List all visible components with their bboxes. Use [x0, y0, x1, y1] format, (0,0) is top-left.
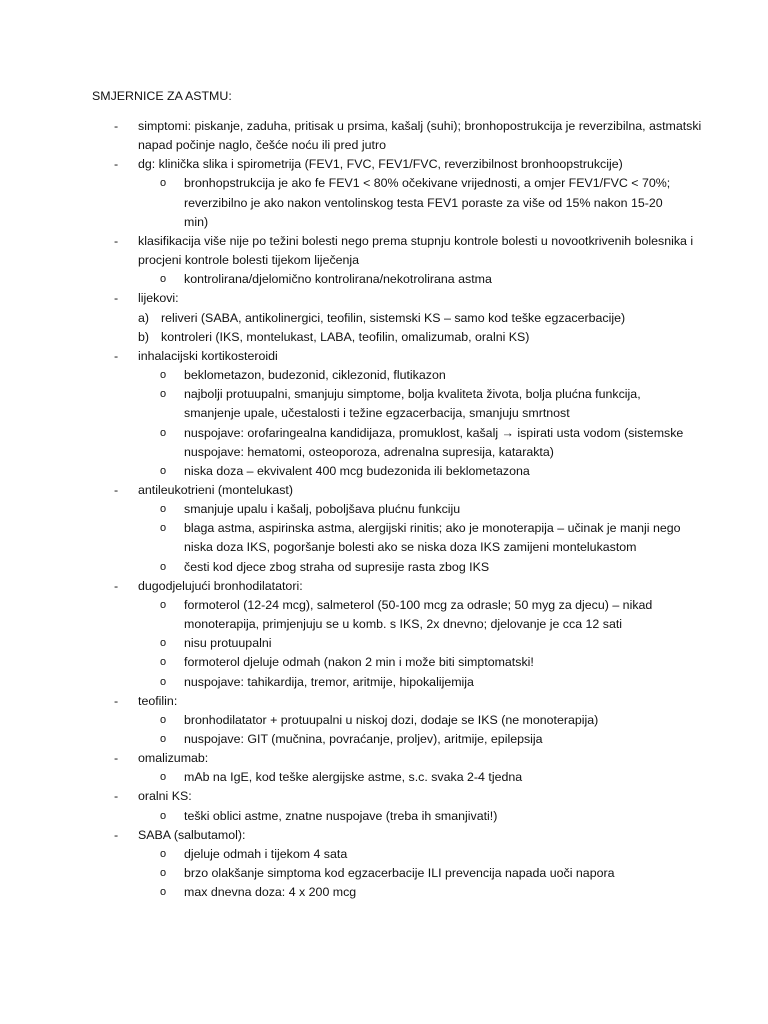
item-text: bronhodilatator + protuupalni u niskoj dozi, dodaje se IKS (ne monoterapija): [184, 712, 599, 727]
item-text: kontroleri (IKS, montelukast, LABA, teofilin, omalizumab, oralni KS): [161, 329, 530, 344]
list-item: [0, 787, 768, 806]
document-title: SMJERNICE ZA ASTMU:: [92, 89, 232, 103]
list-item: [0, 155, 768, 174]
item-text: oralni KS:: [138, 789, 192, 804]
sub-list-item: [0, 768, 768, 787]
item-text: omalizumab:: [138, 751, 209, 766]
item-text: teški oblici astme, znatne nuspojave (treba ih smanjivati!): [184, 808, 498, 823]
circle-bullet-icon: o: [160, 886, 167, 899]
list-item: [0, 749, 768, 768]
item-text: nisu protuupalni: [184, 636, 272, 651]
dash-bullet-icon: -: [114, 751, 119, 766]
letter-marker: a): [138, 310, 150, 325]
circle-bullet-icon: o: [160, 503, 167, 516]
sub-list-item: [0, 385, 768, 423]
sub-list-item: [0, 519, 768, 557]
sub-list-item: [0, 366, 768, 385]
item-text: klasifikacija više nije po težini bolesti nego prema stupnju kontrole bolesti u novootkrivenih bolesnika i procjeni kontrole bolesti tijekom liječenja: [138, 233, 694, 268]
sub-list-item: [0, 845, 768, 864]
item-text: reliveri (SABA, antikolinergici, teofilin, sistemski KS – samo kod teške egzacerbacije): [161, 310, 626, 325]
sub-list-item: [0, 174, 768, 231]
letter-marker: b): [138, 329, 150, 344]
circle-bullet-icon: o: [160, 464, 167, 477]
list-item: [0, 117, 768, 155]
item-text: lijekovi:: [138, 291, 179, 306]
item-text: bronhopstrukcija je ako fe FEV1 < 80% očekivane vrijednosti, a omjer FEV1/FVC < 70%; reverzibilno je ako nakon ventolinskog testa FEV1 poraste za više od 15% nakon 15-20 min): [184, 176, 671, 229]
list-item: [0, 826, 768, 845]
dash-bullet-icon: -: [114, 789, 119, 804]
item-text: SABA (salbutamol):: [138, 827, 246, 842]
circle-bullet-icon: o: [160, 369, 167, 382]
list-item: [0, 347, 768, 366]
item-text: dugodjelujući bronhodilatatori:: [138, 578, 303, 593]
item-text: česti kod djece zbog straha od supresije rasta zbog IKS: [184, 559, 490, 574]
circle-bullet-icon: o: [160, 656, 167, 669]
sub-list-item: [0, 596, 768, 634]
item-text: formoterol (12-24 mcg), salmeterol (50-100 mcg za odrasle; 50 myg za djecu) – nikad monoterapija, primjenjuju se u komb. s IKS, 2x dnevno; djelovanje je cca 12 sati: [184, 597, 653, 632]
dash-bullet-icon: -: [114, 482, 119, 497]
circle-bullet-icon: o: [160, 867, 167, 880]
sub-list-item: [0, 807, 768, 826]
sub-list-item: [0, 270, 768, 289]
circle-bullet-icon: o: [160, 675, 167, 688]
dash-bullet-icon: -: [114, 157, 119, 172]
sub-list-item: [0, 711, 768, 730]
item-text: brzo olakšanje simptoma kod egzacerbacije ILI prevencija napada uoči napora: [184, 866, 615, 881]
list-item: [0, 289, 768, 308]
sub-list-item: [0, 500, 768, 519]
item-text: inhalacijski kortikosteroidi: [138, 348, 278, 363]
circle-bullet-icon: o: [160, 713, 167, 726]
circle-bullet-icon: o: [160, 771, 167, 784]
item-text: kontrolirana/djelomično kontrolirana/nekotrolirana astma: [184, 272, 492, 287]
dash-bullet-icon: -: [114, 348, 119, 363]
dash-bullet-icon: -: [114, 578, 119, 593]
circle-bullet-icon: o: [160, 273, 167, 286]
item-text: antileukotrieni (montelukast): [138, 482, 293, 497]
circle-bullet-icon: o: [160, 733, 167, 745]
item-text: formoterol djeluje odmah (nakon 2 min i može biti simptomatski!: [184, 655, 534, 670]
sub-list-item: [0, 634, 768, 653]
sub-list-item: [0, 462, 768, 481]
circle-bullet-icon: o: [160, 598, 167, 611]
item-text: teofilin:: [138, 693, 178, 708]
item-text: smanjuje upalu i kašalj, poboljšava plućnu funkciju: [184, 502, 461, 517]
lettered-list-item: [0, 328, 768, 347]
dash-bullet-icon: -: [114, 119, 119, 133]
circle-bullet-icon: o: [160, 522, 167, 535]
item-text: max dnevna doza: 4 x 200 mcg: [184, 885, 357, 900]
item-text: mAb na IgE, kod teške alergijske astme, s.c. svaka 2-4 tjedna: [184, 770, 523, 785]
sub-list-item: [0, 883, 768, 902]
list-item: [0, 481, 768, 500]
item-text: najbolji protuupalni, smanjuju simptome, bolja kvaliteta života, bolja plućna funkcija, smanjenje upale, učestalosti i težine egzacerbacija, smanjuju smrtnost: [184, 387, 641, 421]
sub-list-item: [0, 653, 768, 672]
dash-bullet-icon: -: [114, 693, 119, 708]
circle-bullet-icon: o: [160, 177, 167, 190]
item-text: beklometazon, budezonid, ciklezonid, flutikazon: [184, 368, 446, 383]
item-text: nuspojave: GIT (mučnina, povraćanje, proljev), aritmije, epilepsija: [184, 732, 543, 746]
sub-list-item: [0, 558, 768, 577]
list-item: [0, 692, 768, 711]
item-text: simptomi: piskanje, zaduha, pritisak u prsima, kašalj (suhi); bronhopostrukcija je reverzibilna, astmatski napad počinje naglo, češće noću ili pred jutro: [138, 119, 702, 153]
dash-bullet-icon: -: [114, 291, 119, 306]
item-text: niska doza – ekvivalent 400 mcg budezonida ili beklometazona: [184, 463, 530, 478]
circle-bullet-icon: o: [160, 809, 167, 822]
circle-bullet-icon: o: [160, 637, 167, 650]
item-text: blaga astma, aspirinska astma, alergijski rinitis; ako je monoterapija – učinak je manji nego niska doza IKS, pogoršanje bolesti ako se niska doza IKS zamijeni montelukastom: [184, 521, 681, 555]
circle-bullet-icon: o: [160, 847, 167, 860]
lettered-list-item: [0, 309, 768, 328]
circle-bullet-icon: o: [160, 426, 167, 439]
sub-list-item: [0, 424, 768, 462]
dash-bullet-icon: -: [114, 233, 119, 248]
sub-list-item: [0, 730, 768, 749]
circle-bullet-icon: o: [160, 388, 167, 401]
item-text: nuspojave: orofaringealna kandidijaza, promuklost, kašalj → ispirati usta vodom (sistemske nuspojave: hematomi, osteoporoza, adrenalna supresija, katarakta): [184, 425, 684, 459]
sub-list-item: [0, 673, 768, 692]
item-text: nuspojave: tahikardija, tremor, aritmije, hipokalijemija: [184, 674, 474, 689]
circle-bullet-icon: o: [160, 560, 167, 573]
dash-bullet-icon: -: [114, 827, 119, 842]
list-item: [0, 232, 768, 270]
sub-list-item: [0, 864, 768, 883]
item-text: dg: klinička slika i spirometrija (FEV1, FVC, FEV1/FVC, reverzibilnost bronhoopstrukcije): [138, 157, 623, 172]
item-text: djeluje odmah i tijekom 4 sata: [184, 846, 348, 861]
list-item: [0, 577, 768, 596]
guideline-list: [0, 117, 768, 902]
